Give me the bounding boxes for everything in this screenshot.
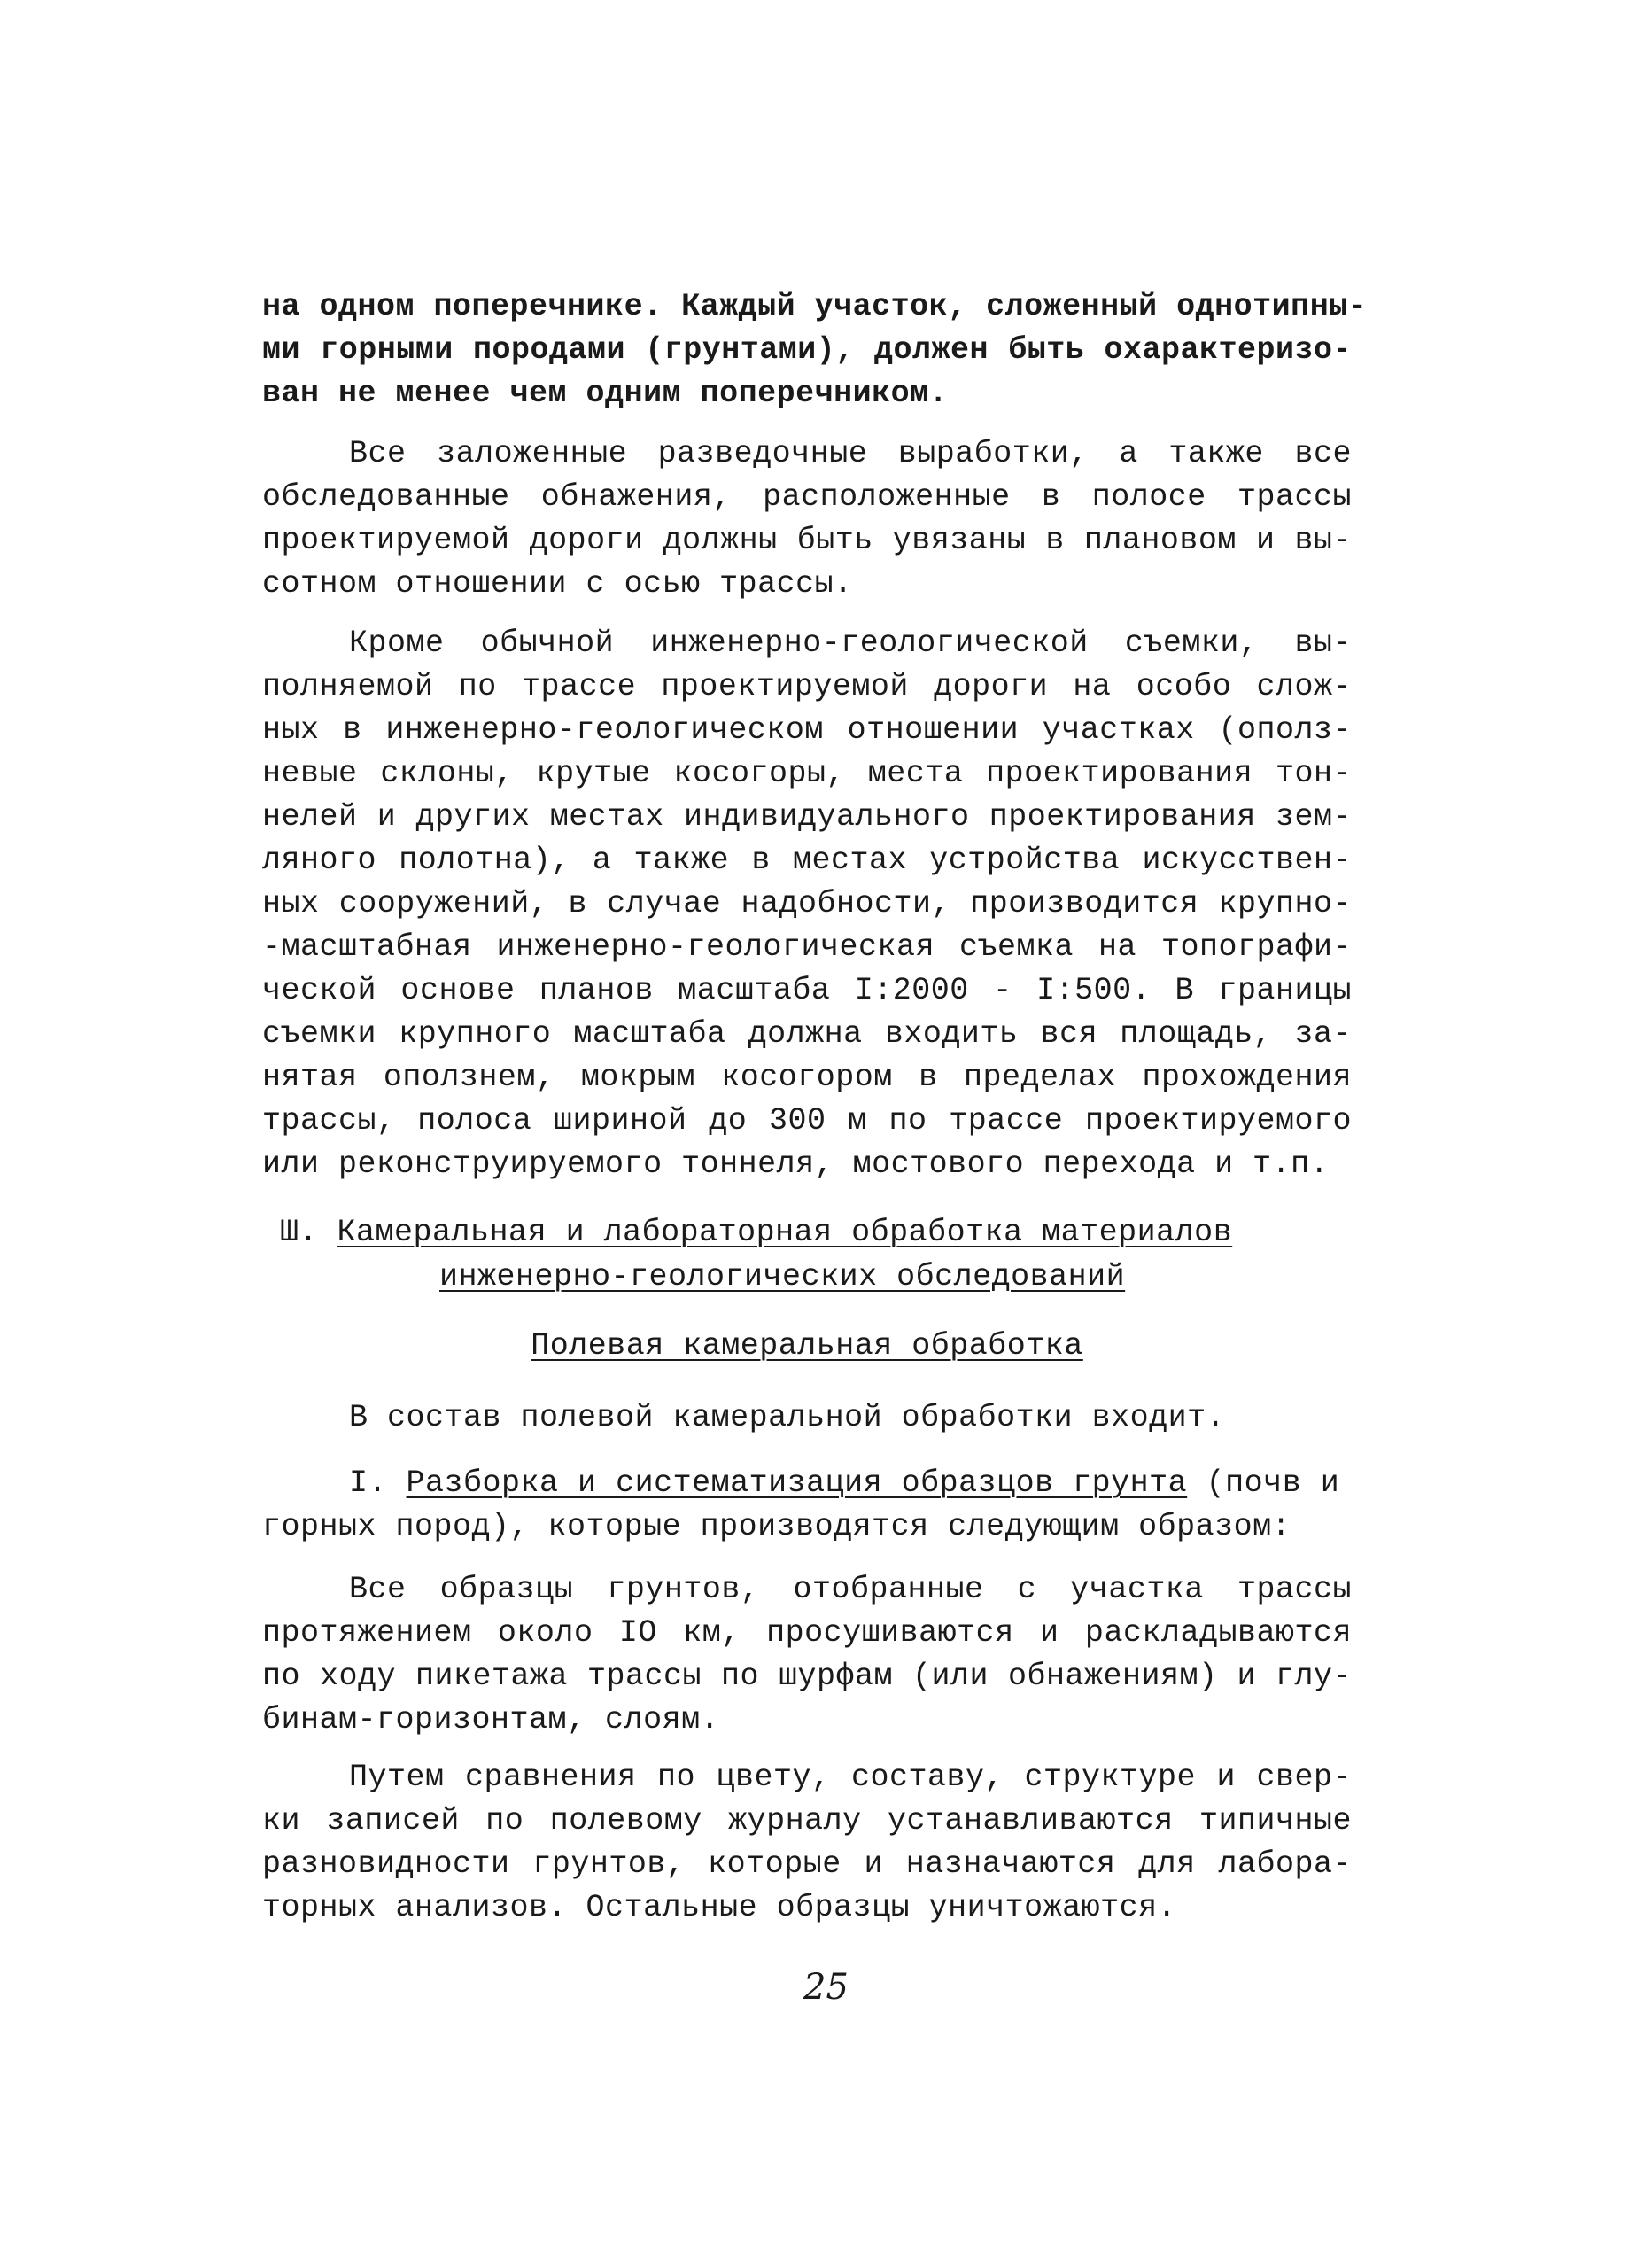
list-item-title: Разборка и систематизация образцов грунта xyxy=(406,1465,1188,1501)
list-item-number: I. xyxy=(349,1465,388,1501)
text-line: Кроме обычной инженерно-геологической съемки, вы- xyxy=(349,626,1352,661)
list-item-1-line-1 xyxy=(262,1462,1352,1505)
section-numeral: Ш. xyxy=(280,1215,319,1250)
text-line: ческой основе планов масштаба I:2000 - I:500. В границы xyxy=(262,973,1352,1008)
text-line: ных в инженерно-геологическом отношении участках (ополз- xyxy=(262,712,1352,748)
text-line: на одном поперечнике. Каждый участок, сложенный однотипны- xyxy=(262,289,1368,324)
text-line: невые склоны, крутые косогоры, места проектирования тон- xyxy=(262,756,1352,791)
text-line: нятая оползнем, мокрым косогором в пределах прохождения xyxy=(262,1060,1352,1095)
section-title-line-2: инженерно-геологических обследований xyxy=(439,1259,1126,1294)
paragraph-6 xyxy=(262,1756,1352,1930)
subsection-heading-line xyxy=(262,1324,1352,1368)
text-line: обследованные обнажения, расположенные в полосе трассы xyxy=(262,479,1352,515)
text-line: -масштабная инженерно-геологическая съемка на топографи- xyxy=(262,929,1352,965)
section-heading-line-1 xyxy=(262,1210,1352,1255)
text-line: торных анализов. Остальные образцы уничтожаются. xyxy=(262,1890,1177,1925)
text-line: трассы, полоса шириной до 300 м по трассе проектируемого xyxy=(262,1103,1352,1139)
text-line: горных пород), которые производятся следующим образом: xyxy=(262,1509,1291,1544)
text-line: нелей и других местах индивидуального проектирования зем- xyxy=(262,799,1352,835)
text-line: Путем сравнения по цвету, составу, структуре и свер- xyxy=(349,1760,1352,1795)
text-line: бинам-горизонтам, слоям. xyxy=(262,1702,720,1737)
section-heading xyxy=(262,1210,1352,1299)
text-line: ки записей по полевому журналу устанавливаются типичные xyxy=(262,1803,1352,1838)
text-line: ван не менее чем одним поперечником. xyxy=(262,376,949,411)
text-line: ных сооружений, в случае надобности, производится крупно- xyxy=(262,886,1352,921)
text-line: сотном отношении с осью трассы. xyxy=(262,566,853,602)
text-line: съемки крупного масштаба должна входить вся площадь, за- xyxy=(262,1016,1352,1052)
text-line: Все заложенные разведочные выработки, а также все xyxy=(349,436,1352,471)
text-line: Все образцы грунтов, отобранные с участка трассы xyxy=(349,1572,1352,1607)
paragraph-5 xyxy=(262,1568,1352,1742)
paragraph-1 xyxy=(262,285,1368,416)
text-line: ляного полотна), а также в местах устройства искусствен- xyxy=(262,843,1352,878)
text-line: по ходу пикетажа трассы по шурфам (или обнажениям) и глу- xyxy=(262,1659,1352,1694)
paragraph-2 xyxy=(262,432,1352,606)
list-item-line-1-rest: (почв и xyxy=(1187,1465,1340,1501)
list-item-1 xyxy=(262,1462,1352,1549)
paragraph-3 xyxy=(262,622,1352,1186)
section-title-line-1: Камеральная и лабораторная обработка материалов xyxy=(337,1215,1233,1250)
subsection-title: Полевая камеральная обработка xyxy=(531,1328,1083,1364)
paragraph-4 xyxy=(262,1396,1352,1440)
text-line: протяжением около IO км, просушиваются и раскладываются xyxy=(262,1615,1352,1651)
text-line: разновидности грунтов, которые и назначаются для лабора- xyxy=(262,1846,1352,1882)
text-line: проектируемой дороги должны быть увязаны в плановом и вы- xyxy=(262,523,1352,558)
subsection-heading xyxy=(262,1324,1352,1368)
text-line: В состав полевой камеральной обработки входит. xyxy=(349,1400,1226,1435)
text-line: полняемой по трассе проектируемой дороги на особо слож- xyxy=(262,669,1352,704)
text-line: ми горными породами (грунтами), должен быть охарактеризо- xyxy=(262,332,1352,368)
section-heading-line-2 xyxy=(262,1255,1352,1299)
page-number: 25 xyxy=(803,1967,849,2008)
text-line: или реконструируемого тоннеля, мостового перехода и т.п. xyxy=(262,1146,1330,1182)
